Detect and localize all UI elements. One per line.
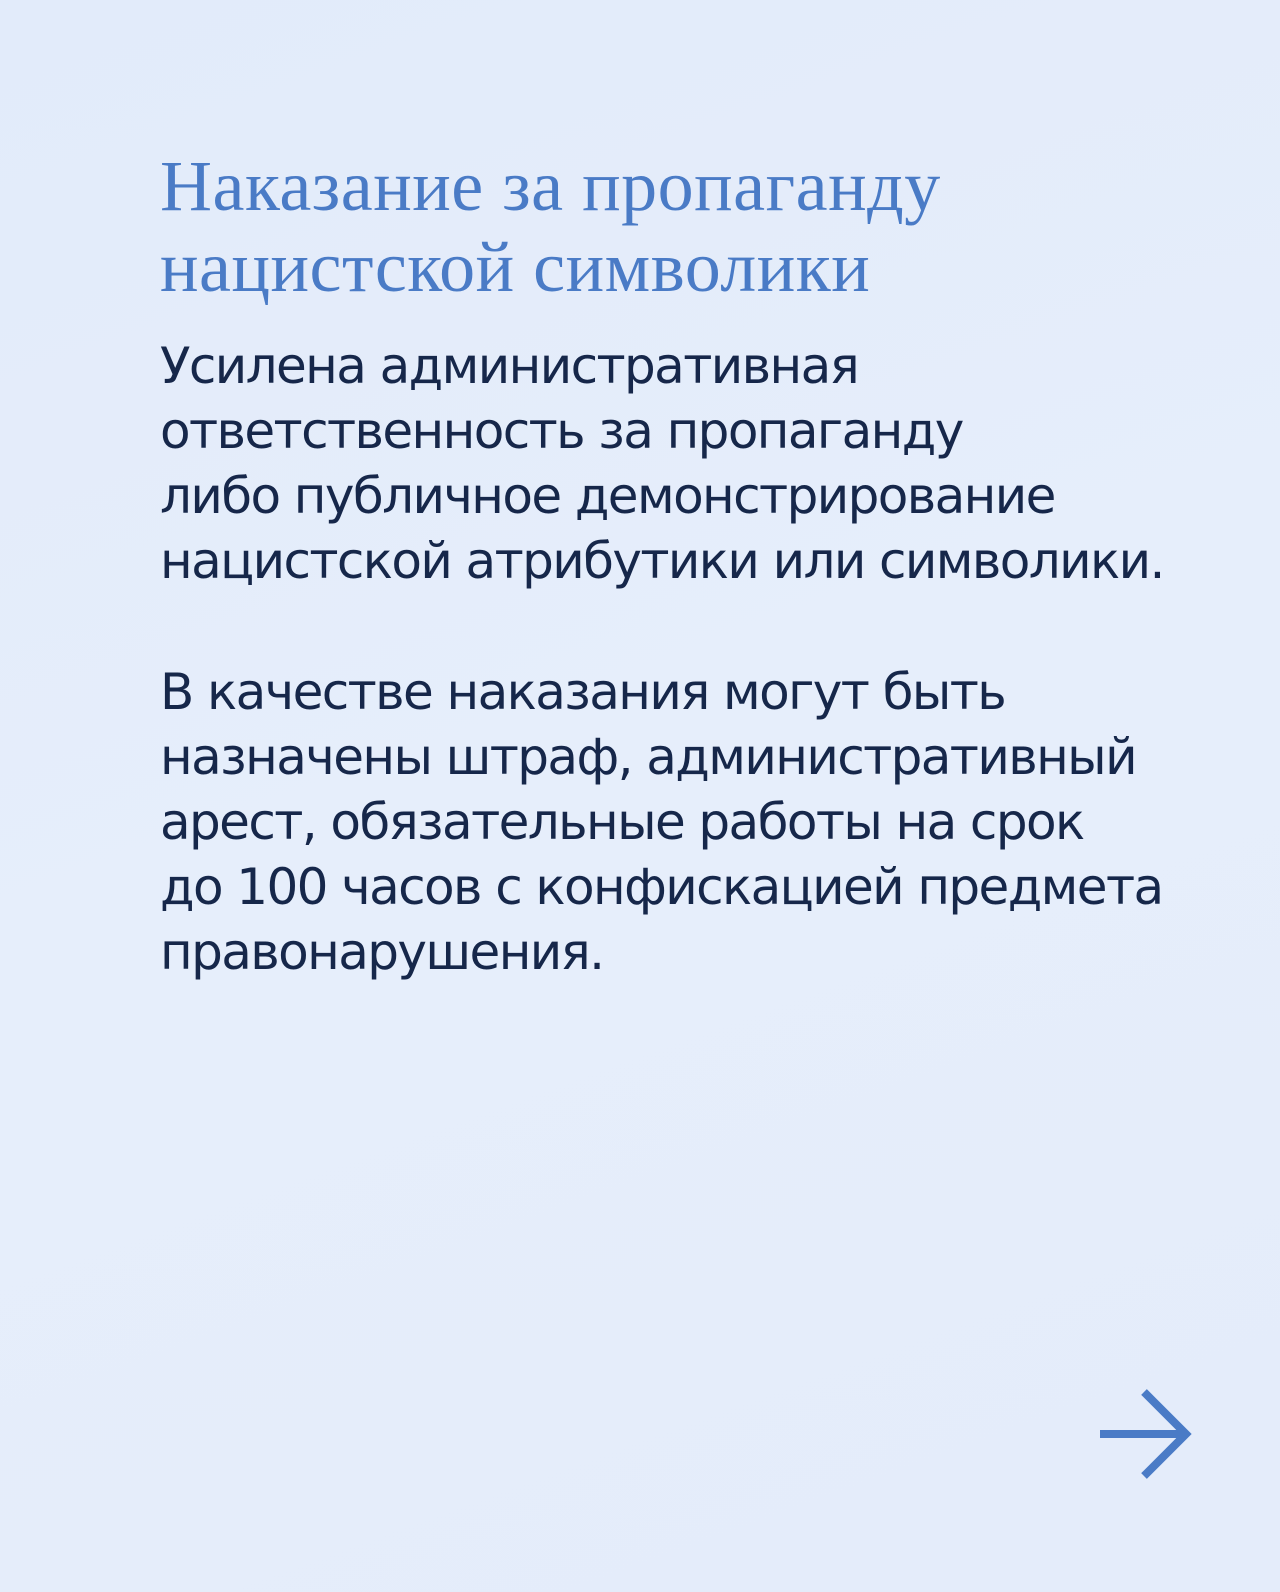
slide-title (160, 146, 1160, 308)
next-slide-button[interactable] (1096, 1386, 1196, 1482)
paragraph-line: правонарушения. (160, 923, 604, 981)
body-paragraph-2 (160, 660, 1220, 985)
slide-title-line: Наказание за пропаганду (160, 146, 941, 226)
paragraph-line: либо публичное демонстрирование (160, 467, 1055, 525)
paragraph-line: арест, обязательные работы на срок (160, 793, 1084, 851)
arrow-right-icon (1096, 1386, 1196, 1482)
paragraph-line: до 100 часов с конфискацией предмета (160, 858, 1163, 916)
slide-title-line: нацистской символики (160, 227, 871, 307)
paragraph-line: В качестве наказания могут быть (160, 663, 1006, 721)
paragraph-line: ответственность за пропаганду (160, 402, 963, 460)
paragraph-line: Усилена административная (160, 337, 859, 395)
paragraph-line: назначены штраф, административный (160, 728, 1136, 786)
paragraph-line: нацистской атрибутики или символики. (160, 532, 1164, 590)
body-paragraph-1 (160, 334, 1220, 594)
